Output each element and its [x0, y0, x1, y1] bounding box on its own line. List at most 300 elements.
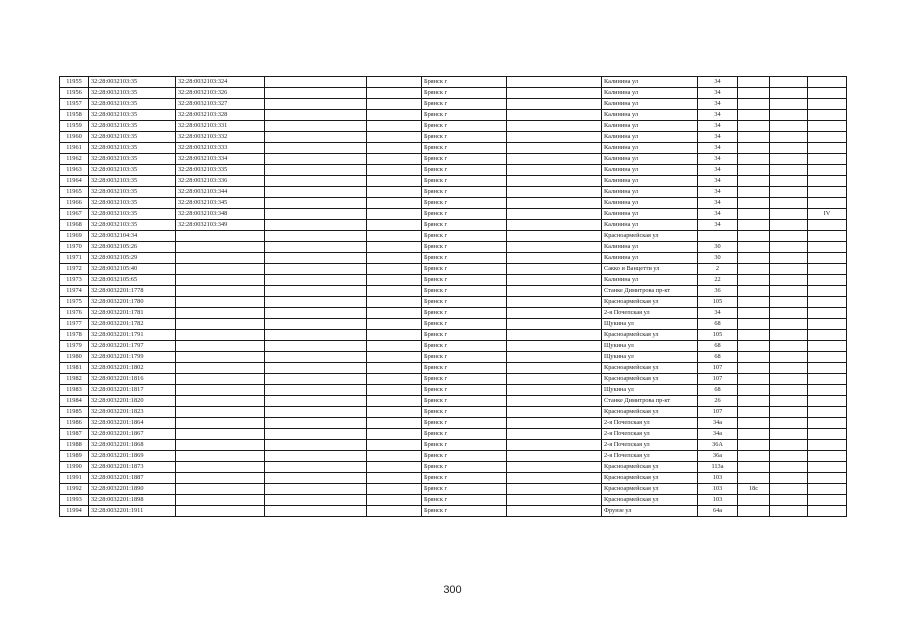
cell-parent-cadastral-number: 32:28:0032103:35	[89, 165, 176, 176]
cell-city: Брянск г	[422, 363, 507, 374]
cell-blank-column-c	[507, 88, 602, 99]
cell-row-number: 11979	[60, 341, 89, 352]
cell-row-number: 11961	[60, 143, 89, 154]
cell-house-number: 68	[698, 352, 738, 363]
cell-blank-column-a	[265, 264, 367, 275]
cell-street: Калинина ул	[602, 198, 698, 209]
cell-city: Брянск г	[422, 286, 507, 297]
cell-blank-column-d	[770, 429, 808, 440]
cell-cadastral-number	[176, 363, 265, 374]
cell-row-number: 11962	[60, 154, 89, 165]
cell-blank-column-b	[367, 143, 422, 154]
table-row	[60, 374, 847, 385]
cell-blank-column-d	[770, 363, 808, 374]
cell-blank-column-b	[367, 209, 422, 220]
cell-street: 2-я Почепская ул	[602, 418, 698, 429]
cell-cadastral-number: 32:28:0032103:335	[176, 165, 265, 176]
cell-blank-column-c	[507, 187, 602, 198]
cell-blank-column-b	[367, 308, 422, 319]
cell-street: Красноармейская ул	[602, 495, 698, 506]
cell-city: Брянск г	[422, 132, 507, 143]
cell-city: Брянск г	[422, 198, 507, 209]
cell-blank-column-d	[770, 407, 808, 418]
table-row	[60, 429, 847, 440]
cell-house-number: 107	[698, 407, 738, 418]
cell-parent-cadastral-number: 32:28:0032103:35	[89, 143, 176, 154]
cell-blank-column-a	[265, 154, 367, 165]
cell-parent-cadastral-number: 32:28:0032201:1778	[89, 286, 176, 297]
cell-cadastral-number	[176, 484, 265, 495]
cell-city: Брянск г	[422, 275, 507, 286]
cell-cadastral-number	[176, 451, 265, 462]
cell-cadastral-number	[176, 440, 265, 451]
cell-note	[808, 506, 847, 517]
cell-row-number: 11991	[60, 473, 89, 484]
cell-note	[808, 264, 847, 275]
cell-house-number: 34	[698, 165, 738, 176]
cell-building-number	[738, 319, 770, 330]
cell-city: Брянск г	[422, 473, 507, 484]
cell-parent-cadastral-number: 32:28:0032201:1873	[89, 462, 176, 473]
cell-blank-column-b	[367, 165, 422, 176]
cell-cadastral-number	[176, 352, 265, 363]
cell-building-number	[738, 110, 770, 121]
cell-street: Калинина ул	[602, 99, 698, 110]
cell-building-number	[738, 451, 770, 462]
cell-building-number	[738, 308, 770, 319]
cell-row-number: 11964	[60, 176, 89, 187]
cell-note	[808, 286, 847, 297]
cell-street: Станке Димитрова пр-кт	[602, 286, 698, 297]
cell-blank-column-b	[367, 363, 422, 374]
cell-blank-column-d	[770, 451, 808, 462]
cell-blank-column-d	[770, 506, 808, 517]
cell-cadastral-number: 32:28:0032103:328	[176, 110, 265, 121]
cell-blank-column-c	[507, 440, 602, 451]
table-row	[60, 275, 847, 286]
cell-blank-column-a	[265, 363, 367, 374]
cell-note	[808, 374, 847, 385]
cell-street: Станке Димитрова пр-кт	[602, 396, 698, 407]
cell-cadastral-number	[176, 418, 265, 429]
cell-parent-cadastral-number: 32:28:0032201:1823	[89, 407, 176, 418]
cell-blank-column-b	[367, 242, 422, 253]
cell-street: Щукина ул	[602, 341, 698, 352]
cell-blank-column-d	[770, 374, 808, 385]
cell-blank-column-c	[507, 110, 602, 121]
cell-city: Брянск г	[422, 187, 507, 198]
cell-blank-column-c	[507, 352, 602, 363]
cell-row-number: 11993	[60, 495, 89, 506]
cell-note	[808, 462, 847, 473]
cell-cadastral-number	[176, 462, 265, 473]
cell-cadastral-number	[176, 407, 265, 418]
cell-street: 2-я Почепская ул	[602, 440, 698, 451]
cell-house-number: 34	[698, 99, 738, 110]
cell-blank-column-a	[265, 165, 367, 176]
cell-building-number	[738, 429, 770, 440]
cell-street: Калинина ул	[602, 154, 698, 165]
cell-building-number	[738, 363, 770, 374]
cell-house-number: 68	[698, 341, 738, 352]
cell-city: Брянск г	[422, 242, 507, 253]
cell-parent-cadastral-number: 32:28:0032201:1869	[89, 451, 176, 462]
cell-building-number	[738, 297, 770, 308]
cell-blank-column-a	[265, 451, 367, 462]
table-row	[60, 253, 847, 264]
cell-building-number	[738, 352, 770, 363]
cell-parent-cadastral-number: 32:28:0032201:1820	[89, 396, 176, 407]
cell-house-number: 36а	[698, 451, 738, 462]
cell-house-number: 34	[698, 176, 738, 187]
table-row	[60, 264, 847, 275]
cell-house-number: 34	[698, 88, 738, 99]
cell-parent-cadastral-number: 32:28:0032104:34	[89, 231, 176, 242]
cell-blank-column-a	[265, 176, 367, 187]
table-row	[60, 506, 847, 517]
cell-house-number: 34	[698, 132, 738, 143]
cell-city: Брянск г	[422, 374, 507, 385]
cell-blank-column-c	[507, 231, 602, 242]
cell-cadastral-number	[176, 429, 265, 440]
cell-row-number: 11965	[60, 187, 89, 198]
table-row	[60, 231, 847, 242]
cell-blank-column-a	[265, 473, 367, 484]
cell-blank-column-c	[507, 275, 602, 286]
cell-parent-cadastral-number: 32:28:0032201:1890	[89, 484, 176, 495]
cell-street: Красноармейская ул	[602, 231, 698, 242]
cell-note	[808, 154, 847, 165]
cell-building-number	[738, 506, 770, 517]
cell-cadastral-number: 32:28:0032103:327	[176, 99, 265, 110]
cell-blank-column-c	[507, 484, 602, 495]
cell-row-number: 11987	[60, 429, 89, 440]
cell-blank-column-c	[507, 264, 602, 275]
cell-parent-cadastral-number: 32:28:0032105:40	[89, 264, 176, 275]
cell-city: Брянск г	[422, 484, 507, 495]
cell-blank-column-b	[367, 473, 422, 484]
cell-blank-column-a	[265, 330, 367, 341]
cell-row-number: 11989	[60, 451, 89, 462]
cell-note	[808, 253, 847, 264]
cell-row-number: 11980	[60, 352, 89, 363]
cell-note	[808, 110, 847, 121]
cell-building-number	[738, 121, 770, 132]
cell-building-number	[738, 187, 770, 198]
cell-row-number: 11963	[60, 165, 89, 176]
cell-note	[808, 308, 847, 319]
cell-parent-cadastral-number: 32:28:0032103:35	[89, 99, 176, 110]
cell-blank-column-a	[265, 209, 367, 220]
cell-building-number	[738, 231, 770, 242]
cell-street: Щукина ул	[602, 352, 698, 363]
cell-blank-column-b	[367, 341, 422, 352]
cell-blank-column-a	[265, 110, 367, 121]
cell-blank-column-b	[367, 418, 422, 429]
cell-city: Брянск г	[422, 385, 507, 396]
cell-house-number: 34	[698, 77, 738, 88]
cell-parent-cadastral-number: 32:28:0032103:35	[89, 132, 176, 143]
cell-row-number: 11990	[60, 462, 89, 473]
cell-note	[808, 165, 847, 176]
cell-house-number: 34	[698, 121, 738, 132]
cell-city: Брянск г	[422, 110, 507, 121]
cell-cadastral-number: 32:28:0032103:334	[176, 154, 265, 165]
cell-building-number	[738, 374, 770, 385]
cell-blank-column-a	[265, 297, 367, 308]
cell-city: Брянск г	[422, 165, 507, 176]
cell-house-number: 36	[698, 286, 738, 297]
cell-blank-column-d	[770, 330, 808, 341]
cell-cadastral-number	[176, 319, 265, 330]
cell-street: Калинина ул	[602, 88, 698, 99]
cell-building-number	[738, 385, 770, 396]
cell-row-number: 11984	[60, 396, 89, 407]
cell-blank-column-a	[265, 286, 367, 297]
cell-blank-column-a	[265, 121, 367, 132]
cell-cadastral-number	[176, 330, 265, 341]
cell-house-number: 68	[698, 319, 738, 330]
cell-street: Калинина ул	[602, 242, 698, 253]
cell-city: Брянск г	[422, 308, 507, 319]
cell-cadastral-number: 32:28:0032103:348	[176, 209, 265, 220]
cell-note	[808, 132, 847, 143]
cell-row-number: 11972	[60, 264, 89, 275]
cell-row-number: 11969	[60, 231, 89, 242]
cell-blank-column-a	[265, 220, 367, 231]
cell-house-number: 34	[698, 154, 738, 165]
cell-blank-column-a	[265, 77, 367, 88]
table-row	[60, 209, 847, 220]
cell-parent-cadastral-number: 32:28:0032105:26	[89, 242, 176, 253]
cell-building-number	[738, 143, 770, 154]
cell-note	[808, 176, 847, 187]
table-row	[60, 242, 847, 253]
cell-parent-cadastral-number: 32:28:0032103:35	[89, 77, 176, 88]
cell-blank-column-b	[367, 198, 422, 209]
cell-parent-cadastral-number: 32:28:0032103:35	[89, 110, 176, 121]
cell-note	[808, 352, 847, 363]
cell-note	[808, 77, 847, 88]
table-row	[60, 418, 847, 429]
table-row	[60, 110, 847, 121]
cell-building-number	[738, 407, 770, 418]
cell-row-number: 11970	[60, 242, 89, 253]
cell-building-number	[738, 77, 770, 88]
table-row	[60, 363, 847, 374]
cell-blank-column-d	[770, 495, 808, 506]
cell-building-number	[738, 341, 770, 352]
cell-blank-column-a	[265, 385, 367, 396]
cell-blank-column-a	[265, 143, 367, 154]
cell-building-number	[738, 154, 770, 165]
cell-note	[808, 451, 847, 462]
cell-city: Брянск г	[422, 319, 507, 330]
cell-note	[808, 297, 847, 308]
cell-cadastral-number	[176, 264, 265, 275]
cell-parent-cadastral-number: 32:28:0032103:35	[89, 198, 176, 209]
cell-building-number	[738, 242, 770, 253]
cell-note	[808, 363, 847, 374]
cell-parent-cadastral-number: 32:28:0032201:1780	[89, 297, 176, 308]
cell-parent-cadastral-number: 32:28:0032201:1781	[89, 308, 176, 319]
cell-blank-column-d	[770, 110, 808, 121]
cell-blank-column-b	[367, 297, 422, 308]
cell-blank-column-c	[507, 132, 602, 143]
cell-cadastral-number	[176, 286, 265, 297]
cell-house-number: 34	[698, 209, 738, 220]
cell-parent-cadastral-number: 32:28:0032201:1799	[89, 352, 176, 363]
cell-building-number	[738, 440, 770, 451]
cell-blank-column-d	[770, 484, 808, 495]
cell-city: Брянск г	[422, 495, 507, 506]
table-row	[60, 198, 847, 209]
cell-row-number: 11967	[60, 209, 89, 220]
cell-note	[808, 385, 847, 396]
cell-city: Брянск г	[422, 462, 507, 473]
cell-blank-column-a	[265, 429, 367, 440]
cell-house-number: 113а	[698, 462, 738, 473]
cell-house-number: 26	[698, 396, 738, 407]
cell-row-number: 11958	[60, 110, 89, 121]
cell-blank-column-c	[507, 154, 602, 165]
cell-blank-column-d	[770, 154, 808, 165]
cell-building-number	[738, 165, 770, 176]
cell-blank-column-a	[265, 253, 367, 264]
cell-blank-column-c	[507, 385, 602, 396]
cell-street: Щукина ул	[602, 319, 698, 330]
cell-city: Брянск г	[422, 407, 507, 418]
cell-blank-column-c	[507, 506, 602, 517]
cell-street: Калинина ул	[602, 132, 698, 143]
cell-blank-column-c	[507, 396, 602, 407]
cell-parent-cadastral-number: 32:28:0032103:35	[89, 209, 176, 220]
cell-house-number: 36А	[698, 440, 738, 451]
cell-parent-cadastral-number: 32:28:0032201:1868	[89, 440, 176, 451]
cell-blank-column-b	[367, 484, 422, 495]
cell-blank-column-a	[265, 440, 367, 451]
cell-parent-cadastral-number: 32:28:0032201:1791	[89, 330, 176, 341]
cell-row-number: 11978	[60, 330, 89, 341]
table-row	[60, 407, 847, 418]
cell-blank-column-d	[770, 319, 808, 330]
cell-cadastral-number: 32:28:0032103:345	[176, 198, 265, 209]
cell-street: Красноармейская ул	[602, 374, 698, 385]
cell-row-number: 11982	[60, 374, 89, 385]
cell-blank-column-c	[507, 363, 602, 374]
cell-blank-column-b	[367, 88, 422, 99]
cell-blank-column-d	[770, 187, 808, 198]
cell-street: Калинина ул	[602, 275, 698, 286]
cell-building-number	[738, 99, 770, 110]
cell-house-number: 103	[698, 473, 738, 484]
cell-blank-column-c	[507, 286, 602, 297]
cell-cadastral-number: 32:28:0032103:333	[176, 143, 265, 154]
cell-parent-cadastral-number: 32:28:0032201:1887	[89, 473, 176, 484]
cell-blank-column-b	[367, 110, 422, 121]
cell-blank-column-c	[507, 418, 602, 429]
cell-house-number: 107	[698, 363, 738, 374]
cell-blank-column-b	[367, 495, 422, 506]
cell-blank-column-a	[265, 396, 367, 407]
cell-row-number: 11992	[60, 484, 89, 495]
table-row	[60, 484, 847, 495]
cell-row-number: 11986	[60, 418, 89, 429]
cell-cadastral-number	[176, 385, 265, 396]
cell-house-number: 103	[698, 495, 738, 506]
cell-street: 2-я Почепская ул	[602, 308, 698, 319]
cell-blank-column-b	[367, 429, 422, 440]
cell-blank-column-a	[265, 418, 367, 429]
cell-blank-column-b	[367, 374, 422, 385]
cell-parent-cadastral-number: 32:28:0032201:1816	[89, 374, 176, 385]
cell-street: 2-я Почепская ул	[602, 429, 698, 440]
table-row	[60, 132, 847, 143]
table-row	[60, 385, 847, 396]
cell-blank-column-b	[367, 132, 422, 143]
cell-note	[808, 121, 847, 132]
cell-blank-column-d	[770, 143, 808, 154]
cell-blank-column-d	[770, 341, 808, 352]
cell-street: Калинина ул	[602, 143, 698, 154]
cell-blank-column-a	[265, 319, 367, 330]
cell-cadastral-number	[176, 374, 265, 385]
cell-blank-column-d	[770, 462, 808, 473]
cell-blank-column-c	[507, 121, 602, 132]
cell-blank-column-c	[507, 220, 602, 231]
cell-blank-column-d	[770, 209, 808, 220]
cell-blank-column-b	[367, 77, 422, 88]
cell-street: Фрунзе ул	[602, 506, 698, 517]
cell-street: Красноармейская ул	[602, 462, 698, 473]
table-row	[60, 495, 847, 506]
table-row	[60, 143, 847, 154]
table-row	[60, 473, 847, 484]
cell-cadastral-number	[176, 308, 265, 319]
cell-blank-column-b	[367, 462, 422, 473]
cell-note	[808, 429, 847, 440]
cell-building-number	[738, 264, 770, 275]
cell-row-number: 11994	[60, 506, 89, 517]
cell-blank-column-b	[367, 99, 422, 110]
cell-street: Калинина ул	[602, 77, 698, 88]
cell-street: Щукина ул	[602, 385, 698, 396]
cell-note	[808, 220, 847, 231]
cell-row-number: 11975	[60, 297, 89, 308]
cell-note	[808, 88, 847, 99]
cell-blank-column-b	[367, 330, 422, 341]
table-row	[60, 165, 847, 176]
cell-blank-column-a	[265, 407, 367, 418]
cell-house-number: 34	[698, 143, 738, 154]
cell-row-number: 11956	[60, 88, 89, 99]
cell-note	[808, 187, 847, 198]
cell-city: Брянск г	[422, 451, 507, 462]
cell-row-number: 11981	[60, 363, 89, 374]
cell-building-number	[738, 220, 770, 231]
cell-city: Брянск г	[422, 154, 507, 165]
cell-house-number: 34	[698, 220, 738, 231]
cell-blank-column-c	[507, 462, 602, 473]
cell-parent-cadastral-number: 32:28:0032103:35	[89, 176, 176, 187]
cell-cadastral-number	[176, 242, 265, 253]
cell-blank-column-a	[265, 462, 367, 473]
cell-cadastral-number	[176, 506, 265, 517]
cell-cadastral-number	[176, 275, 265, 286]
cell-blank-column-b	[367, 121, 422, 132]
cell-blank-column-b	[367, 396, 422, 407]
cell-blank-column-b	[367, 286, 422, 297]
